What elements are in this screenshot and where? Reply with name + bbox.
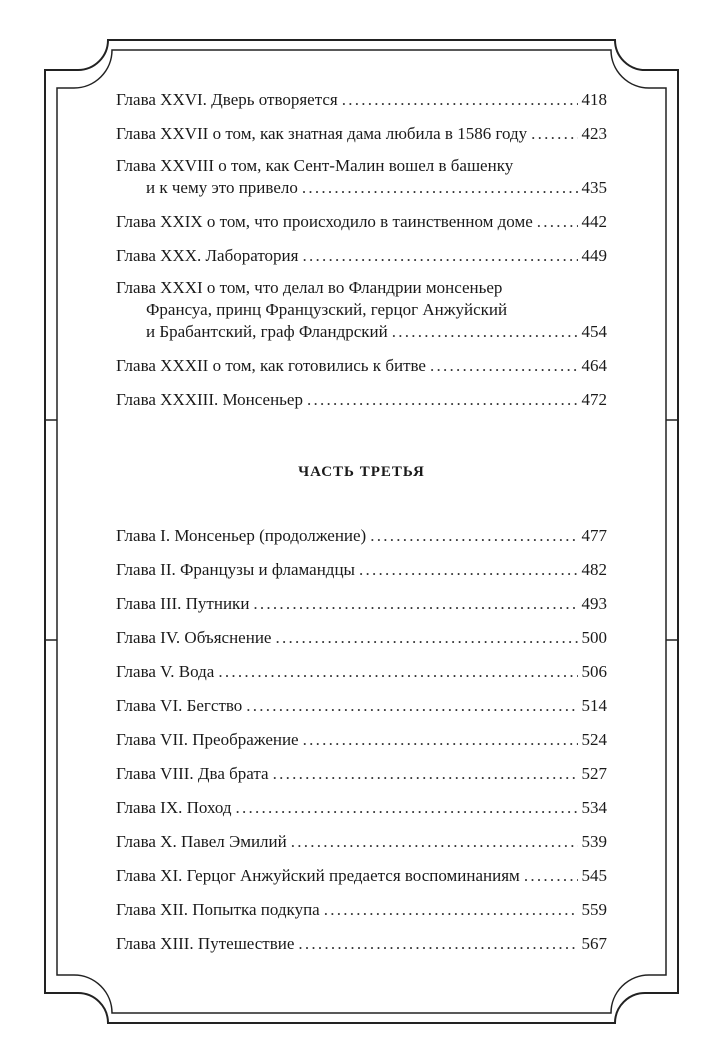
page-number: 567	[581, 934, 607, 953]
dot-leader	[524, 865, 578, 887]
dot-leader	[531, 123, 577, 145]
page-number: 449	[581, 246, 607, 265]
toc-entry[interactable]	[116, 899, 607, 921]
toc-title: Глава XI. Герцог Анжуйский предается воспоминаниям	[116, 866, 520, 885]
page-number: 454	[581, 322, 607, 341]
page-number: 418	[581, 90, 607, 109]
section-heading: ЧАСТЬ ТРЕТЬЯ	[298, 464, 425, 480]
page-number: 500	[581, 628, 607, 647]
toc-title: Глава V. Вода	[116, 662, 215, 681]
page-number: 482	[581, 560, 607, 579]
dot-leader	[392, 321, 578, 343]
dot-leader	[298, 933, 577, 955]
page-number: 514	[581, 696, 607, 715]
toc-title: Глава X. Павел Эмилий	[116, 832, 287, 851]
dot-leader	[307, 389, 578, 411]
toc-title: Глава VII. Преображение	[116, 730, 299, 749]
dot-leader	[324, 899, 578, 921]
toc-entry[interactable]	[116, 797, 607, 819]
page-number: 423	[581, 124, 607, 143]
dot-leader	[253, 593, 577, 615]
dot-leader	[235, 797, 577, 819]
toc-entry[interactable]	[116, 661, 607, 683]
toc-entry[interactable]	[116, 865, 607, 887]
dot-leader	[303, 729, 578, 751]
page-number: 493	[581, 594, 607, 613]
dot-leader	[342, 89, 578, 111]
page-number: 464	[581, 356, 607, 375]
dot-leader	[291, 831, 578, 853]
toc-title: Глава XXVIII о том, как Сент-Малин вошел в башенку	[116, 156, 514, 175]
toc-entry[interactable]	[116, 155, 607, 199]
toc-title: Глава XXX. Лаборатория	[116, 246, 299, 265]
toc-title-continued: Франсуа, принц Французский, герцог Анжуйский	[146, 300, 508, 319]
toc-entry[interactable]	[116, 593, 607, 615]
toc-title-continued: и Брабантский, граф Фландрский	[146, 322, 388, 341]
toc-entry[interactable]	[116, 831, 607, 853]
toc-entry[interactable]	[116, 277, 607, 343]
toc-entry[interactable]	[116, 933, 607, 955]
toc-entry[interactable]	[116, 729, 607, 751]
toc-title: Глава VIII. Два брата	[116, 764, 269, 783]
dot-leader	[302, 245, 577, 267]
toc-entry[interactable]	[116, 763, 607, 785]
toc-title: Глава VI. Бегство	[116, 696, 243, 715]
toc-title-continued: и к чему это привело	[146, 178, 298, 197]
toc-entry[interactable]	[116, 627, 607, 649]
toc-title: Глава IV. Объяснение	[116, 628, 272, 647]
page-number: 534	[581, 798, 607, 817]
toc-entry[interactable]	[116, 525, 607, 547]
toc-entry[interactable]	[116, 89, 607, 111]
toc-entry[interactable]	[116, 245, 607, 267]
toc-entry[interactable]	[116, 211, 607, 233]
dot-leader	[275, 627, 577, 649]
page-number: 545	[581, 866, 607, 885]
toc-title: Глава XXVII о том, как знатная дама любила в 1586 году	[116, 124, 528, 143]
page-number: 524	[581, 730, 607, 749]
toc-title: Глава II. Французы и фламандцы	[116, 560, 355, 579]
toc-title: Глава XII. Попытка подкупа	[116, 900, 320, 919]
dot-leader	[537, 211, 578, 233]
toc-title: Глава III. Путники	[116, 594, 250, 613]
page-number: 435	[581, 178, 607, 197]
page-number: 559	[581, 900, 607, 919]
toc-entry[interactable]	[116, 559, 607, 581]
dot-leader	[302, 177, 578, 199]
dot-leader	[359, 559, 578, 581]
dot-leader	[273, 763, 578, 785]
toc-title: Глава XXIX о том, что происходило в таинственном доме	[116, 212, 533, 231]
dot-leader	[246, 695, 577, 717]
toc-title: Глава XXVI. Дверь отворяется	[116, 90, 338, 109]
page-number: 477	[581, 526, 607, 545]
page-number: 506	[581, 662, 607, 681]
toc-title: Глава XXXII о том, как готовились к битве	[116, 356, 426, 375]
toc-entry[interactable]	[116, 355, 607, 377]
toc-entry[interactable]	[116, 695, 607, 717]
dot-leader	[430, 355, 578, 377]
toc-title: Глава IX. Поход	[116, 798, 232, 817]
dot-leader	[218, 661, 577, 683]
toc-title: Глава I. Монсеньер (продолжение)	[116, 526, 367, 545]
toc-title: Глава XXXIII. Монсеньер	[116, 390, 303, 409]
page-number: 527	[581, 764, 607, 783]
page-number: 539	[581, 832, 607, 851]
dot-leader	[370, 525, 577, 547]
page-number: 472	[581, 390, 607, 409]
toc-title: Глава XXXI о том, что делал во Фландрии монсеньер	[116, 278, 503, 297]
toc-title: Глава XIII. Путешествие	[116, 934, 295, 953]
toc-entry[interactable]	[116, 123, 607, 145]
toc-entry[interactable]	[116, 389, 607, 411]
page-number: 442	[581, 212, 607, 231]
